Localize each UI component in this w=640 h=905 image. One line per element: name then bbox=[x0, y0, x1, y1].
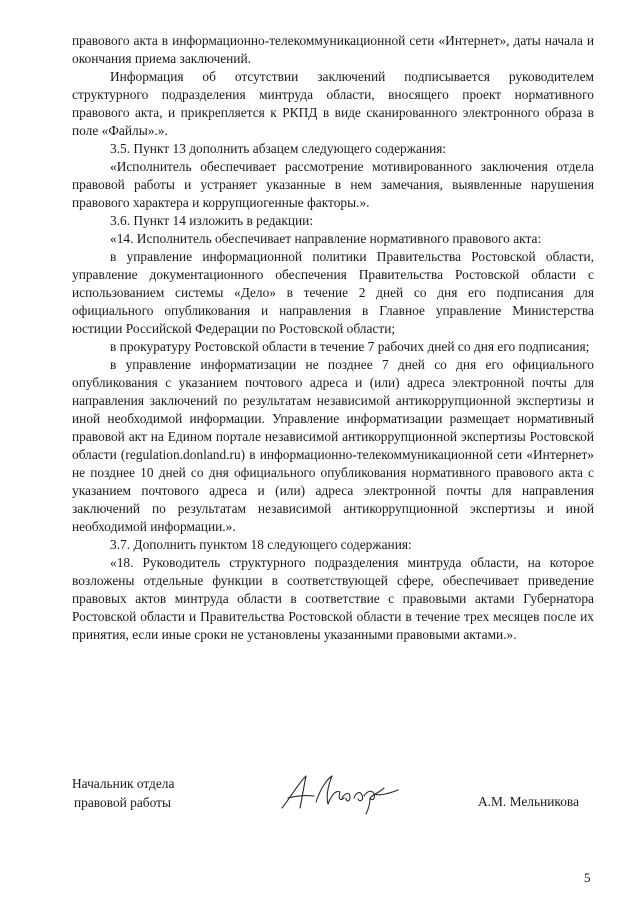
paragraph: 3.7. Дополнить пунктом 18 следующего содержания: bbox=[110, 537, 412, 552]
paragraph: 3.5. Пункт 13 дополнить абзацем следующего содержания: bbox=[110, 141, 447, 156]
handwritten-signature bbox=[276, 768, 404, 816]
document-body bbox=[72, 32, 594, 644]
paragraph: Информация об отсутствии заключений подписывается руководителем структурного подразделения минтруда области, вносящего проект нормативного правового акта, и прикрепляется к РКПД в виде сканированного электронного образа в поле «Файлы».». bbox=[72, 69, 594, 138]
signatory-title bbox=[72, 774, 174, 812]
paragraph: «Исполнитель обеспечивает рассмотрение мотивированного заключения отдела правовой работы и устраняет указанные в нем замечания, выявленные нарушения правового характера и коррупциогенные факторы.». bbox=[72, 159, 594, 210]
signatory-title-line2: правовой работы bbox=[74, 795, 171, 810]
signatory-name: А.М. Мельникова bbox=[478, 794, 580, 809]
paragraph: «18. Руководитель структурного подразделения минтруда области, на которое возложены отдельные функции в соответствующей сфере, обеспечивает приведение правовых актов минтруда области в соответствие с правовыми актами Губернатора Ростовской области и Правительства Ростовской области в течение трех месяцев после их принятия, если иные сроки не установлены указанными правовыми актами.». bbox=[72, 555, 594, 642]
paragraph: правового акта в информационно-телекоммуникационной сети «Интернет», даты начала и окончания приема заключений. bbox=[72, 33, 594, 66]
paragraph: 3.6. Пункт 14 изложить в редакции: bbox=[110, 213, 314, 228]
page-number: 5 bbox=[584, 870, 591, 885]
paragraph: в управление информатизации не позднее 7 дней со дня его официального опубликования с указанием почтового адреса и (или) адреса электронной почты для направления заключений по результатам независимой антикоррупционной экспертизы и иной необходимой информации. Управление информатизации размещает нормативный правовой акт на Едином портале независимой антикоррупционной экспертизы Ростовской области (regulation.donland.ru) в информационно-телекоммуникационной сети «Интернет» не позднее 10 дней со дня официального опубликования нормативного правового акта с указанием почтового адреса и (или) адреса электронной почты для направления заключений по результатам независимой антикоррупционной экспертизы и иной необходимой информации.». bbox=[72, 357, 594, 534]
signatory-title-line1: Начальник отдела bbox=[72, 776, 175, 791]
paragraph: «14. Исполнитель обеспечивает направление нормативного правового акта: bbox=[110, 231, 542, 246]
paragraph: в прокуратуру Ростовской области в течение 7 рабочих дней со дня его подписания; bbox=[110, 339, 590, 354]
paragraph: в управление информационной политики Правительства Ростовской области, управление документационного обеспечения Правительства Ростовской области с использованием системы «Дело» в течение 2 дней со дня его подписания для официального опубликования и направления в Главное управление Министерства юстиции Российской Федерации по Ростовской области; bbox=[72, 249, 594, 336]
